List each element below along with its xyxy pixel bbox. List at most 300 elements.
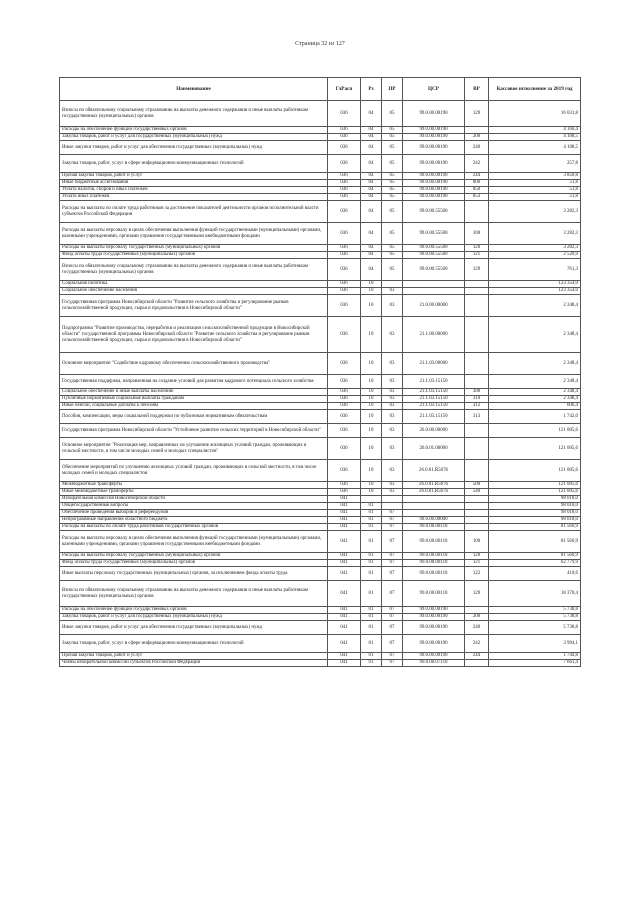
row-grbs: 041 [328,503,361,510]
row-grbs: 036 [328,201,361,223]
row-amount: 98 018,0 [489,496,581,503]
row-grbs: 041 [328,531,361,553]
row-grbs: 036 [328,194,361,201]
row-vr: 121 [465,560,489,567]
table-row [60,201,581,223]
row-rz: 04 [361,101,382,127]
row-rz: 01 [361,517,382,524]
row-grbs: 036 [328,141,361,155]
row-pr: 05 [382,141,403,155]
row-rz: 04 [361,180,382,187]
row-amount: 2 348,4 [489,317,581,353]
row-amount: 98 018,0 [489,510,581,517]
row-csr: 21.1.03.15150 [403,396,465,403]
row-pr: 05 [382,252,403,259]
row-amount: 3 994,1 [489,635,581,653]
table-row [60,489,581,496]
row-amount: 7 661,4 [489,660,581,667]
table-row [60,438,581,460]
row-csr [403,503,465,510]
table-row [60,524,581,531]
row-rz: 01 [361,553,382,560]
row-pr: 03 [382,353,403,375]
table-row [60,245,581,252]
row-rz: 01 [361,614,382,621]
row-name: Социальное обеспечение и иные выплаты населению [60,389,328,396]
row-grbs: 036 [328,403,361,410]
row-csr: 21.0.00.00000 [403,295,465,317]
row-grbs: 036 [328,317,361,353]
row-rz: 10 [361,353,382,375]
row-amount: 121 005,6 [489,460,581,482]
row-pr: 07 [382,517,403,524]
row-pr: 03 [382,438,403,460]
row-grbs: 041 [328,614,361,621]
row-name: Публичные нормативные социальные выплаты гражданам [60,396,328,403]
row-name: Расходы на обеспечение функций государственных органов [60,607,328,614]
row-grbs: 036 [328,460,361,482]
row-vr: 121 [465,252,489,259]
row-name: Взносы по обязательному социальному страхованию на выплаты денежного содержания и иные выплаты работникам государственных (муниципальных) органов [60,259,328,281]
row-csr: 99.0.00.00190 [403,180,465,187]
row-name: Расходы на выплаты по оплате труда работников государственных органов [60,524,328,531]
row-vr [465,201,489,223]
row-csr [403,281,465,288]
row-pr [382,503,403,510]
row-csr: 99.0.00.00190 [403,173,465,180]
row-vr [465,510,489,517]
table-row [60,127,581,134]
row-grbs: 036 [328,489,361,496]
row-grbs: 041 [328,510,361,517]
table-row [60,173,581,180]
row-vr [465,503,489,510]
row-rz: 10 [361,375,382,389]
row-csr: 21.1.00.00000 [403,317,465,353]
row-name: Социальная политика [60,281,328,288]
row-grbs: 036 [328,375,361,389]
row-grbs: 036 [328,410,361,424]
row-grbs: 036 [328,438,361,460]
row-csr: 26.0.01.R5676 [403,489,465,496]
row-rz: 01 [361,560,382,567]
row-rz: 04 [361,223,382,245]
row-pr: 03 [382,375,403,389]
table-row [60,621,581,635]
row-csr: 21.1.03.15150 [403,375,465,389]
row-rz: 01 [361,635,382,653]
row-rz: 01 [361,581,382,607]
row-name: Межбюджетные трансферты [60,482,328,489]
row-rz: 04 [361,141,382,155]
table-row [60,281,581,288]
row-pr: 05 [382,245,403,252]
row-csr: 99.0.00.55500 [403,252,465,259]
row-grbs: 036 [328,245,361,252]
row-csr: 99.0.00.00190 [403,194,465,201]
row-amount: 18 370,4 [489,581,581,607]
row-rz: 10 [361,410,382,424]
row-rz: 01 [361,510,382,517]
row-rz: 04 [361,187,382,194]
row-vr: 120 [465,245,489,252]
col-header-grbs: ГлРасп [328,78,361,101]
row-name: Закупка товаров, работ и услуг для государственных (муниципальных) нужд [60,134,328,141]
row-pr: 03 [382,295,403,317]
row-amount: 51,8 [489,187,581,194]
page-number-label: Страница 32 из 127 [295,41,345,47]
table-row [60,581,581,607]
row-grbs: 036 [328,288,361,295]
row-csr: 26.0.01.R5676 [403,482,465,489]
row-rz: 10 [361,438,382,460]
table-row [60,607,581,614]
table-row [60,396,581,403]
row-grbs: 041 [328,607,361,614]
row-pr: 03 [382,410,403,424]
table-row [60,317,581,353]
row-name: Фонд оплаты труда государственных (муниципальных) органов [60,252,328,259]
row-grbs: 041 [328,567,361,581]
row-rz: 04 [361,173,382,180]
row-csr: 21.1.03.15150 [403,410,465,424]
row-name: Основное мероприятие "Реализация мер, направленных на улучшение жилищных условий граждан, проживающих в сельской местности, в том числе молодых семей и молодых специалистов" [60,438,328,460]
budget-execution-table [59,77,581,667]
row-vr: 540 [465,489,489,496]
row-csr: 99.0.00.00110 [403,560,465,567]
col-header-vr: ВР [465,78,489,101]
table-row [60,134,581,141]
row-csr: 26.0.01.R5676 [403,460,465,482]
row-vr: 313 [465,410,489,424]
row-grbs: 036 [328,187,361,194]
row-rz: 10 [361,460,382,482]
row-csr: 99.0.00.00000 [403,517,465,524]
table-row [60,101,581,127]
table-row [60,496,581,503]
row-pr: 07 [382,524,403,531]
row-grbs: 036 [328,281,361,288]
row-rz: 10 [361,482,382,489]
table-row [60,660,581,667]
row-amount: 51,8 [489,194,581,201]
row-rz: 04 [361,127,382,134]
row-amount: 4 160,4 [489,127,581,134]
row-pr: 05 [382,259,403,281]
row-vr [465,288,489,295]
row-vr: 129 [465,259,489,281]
row-name: Расходы на выплаты персоналу государственных (муниципальных) органов [60,245,328,252]
row-pr: 05 [382,127,403,134]
row-csr: 99.0.00.00110 [403,581,465,607]
row-rz: 01 [361,607,382,614]
row-vr [465,496,489,503]
row-amount: 2 520,9 [489,252,581,259]
row-rz: 04 [361,194,382,201]
table-row [60,560,581,567]
row-grbs: 036 [328,353,361,375]
row-grbs: 036 [328,259,361,281]
row-amount: 98 018,0 [489,517,581,524]
row-vr [465,317,489,353]
row-csr: 99.0.00.00190 [403,621,465,635]
row-csr: 99.0.00.00190 [403,653,465,660]
row-grbs: 036 [328,252,361,259]
row-vr [465,517,489,524]
table-row [60,155,581,173]
row-name: Подпрограмма "Развитие производства, переработки и реализации сельскохозяйственной продукции в Новосибирской области" государственной программы Новосибирской области "Развитие сельского хозяйства и регулирование рынков сельскохозяйственной продукции, сырья и продовольствия в Новосибирской области" [60,317,328,353]
table-row [60,614,581,621]
row-csr [403,510,465,517]
row-vr: 200 [465,134,489,141]
row-name: Иные пенсии, социальные доплаты к пенсиям [60,403,328,410]
row-grbs: 041 [328,621,361,635]
row-vr [465,460,489,482]
row-amount: 3 282,3 [489,223,581,245]
row-grbs: 041 [328,660,361,667]
row-vr: 122 [465,567,489,581]
row-name: Основное мероприятие "Содействие кадровому обеспечению сельскохозяйственного производства" [60,353,328,375]
row-vr: 853 [465,194,489,201]
row-vr [465,127,489,134]
row-vr [465,281,489,288]
row-csr: 99.0.00.00190 [403,614,465,621]
table-row [60,635,581,653]
row-grbs: 041 [328,653,361,660]
row-csr: 99.0.00.07110 [403,660,465,667]
row-name: Иные закупки товаров, работ и услуг для обеспечения государственных (муниципальных) нужд [60,621,328,635]
row-vr: 300 [465,389,489,396]
col-header-rz: Рз [361,78,382,101]
row-rz: 04 [361,245,382,252]
row-amount: 2 348,4 [489,396,581,403]
row-name: Государственная программа Новосибирской области "Развитие сельского хозяйства и регулирование рынков сельскохозяйственной продукции, сырья и продовольствия в Новосибирской области" [60,295,328,317]
row-csr: 99.0.00.00110 [403,567,465,581]
row-rz: 10 [361,424,382,438]
table-row [60,482,581,489]
row-vr: 242 [465,635,489,653]
row-csr: 99.0.00.00190 [403,141,465,155]
row-vr: 100 [465,223,489,245]
row-amount: 121 005,6 [489,424,581,438]
row-vr [465,353,489,375]
row-rz: 10 [361,489,382,496]
row-csr: 99.0.00.55500 [403,259,465,281]
row-pr: 07 [382,621,403,635]
row-csr: 99.0.00.00190 [403,127,465,134]
table-row [60,295,581,317]
row-grbs: 036 [328,482,361,489]
row-grbs: 036 [328,155,361,173]
row-vr: 310 [465,396,489,403]
row-vr: 244 [465,653,489,660]
table-header [60,78,581,101]
row-amount: 3 282,3 [489,245,581,252]
row-name: Закупка товаров, работ, услуг в сфере информационно-коммуникационных технологий [60,155,328,173]
row-amount: 81 560,9 [489,531,581,553]
row-vr [465,607,489,614]
row-csr: 26.0.00.00000 [403,424,465,438]
table-row [60,389,581,396]
table-row [60,180,581,187]
table-row [60,403,581,410]
row-rz: 10 [361,295,382,317]
table-row [60,653,581,660]
row-pr: 07 [382,581,403,607]
row-name: Расходы на выплаты персоналу государственных (муниципальных) органов [60,553,328,560]
row-csr: 99.0.00.00190 [403,134,465,141]
row-pr: 07 [382,635,403,653]
row-pr: 03 [382,460,403,482]
row-amount: 121 005,6 [489,482,581,489]
row-name: Уплата иных платежей [60,194,328,201]
row-rz: 01 [361,653,382,660]
row-vr [465,438,489,460]
row-name: Уплата налогов, сборов и иных платежей [60,187,328,194]
row-name: Члены избирательной комиссии субъектов Российской Федерации [60,660,328,667]
table-row [60,424,581,438]
row-name: Пособия, компенсации, меры социальной поддержки по публичным нормативным обязательствам [60,410,328,424]
row-csr: 26.0.01.00000 [403,438,465,460]
row-amount: 4 108,5 [489,141,581,155]
row-vr: 500 [465,482,489,489]
row-name: Фонд оплаты труда государственных (муниципальных) органов [60,560,328,567]
row-pr: 07 [382,553,403,560]
row-amount: 3 282,3 [489,201,581,223]
table-row [60,460,581,482]
row-vr: 100 [465,531,489,553]
row-pr: 03 [382,396,403,403]
col-header-amount: Кассовое исполнение за 2019 год [489,78,581,101]
row-pr: 03 [382,288,403,295]
row-pr: 05 [382,223,403,245]
row-name: Взносы по обязательному социальному страхованию на выплаты денежного содержания и иные выплаты работникам государственных (муниципальных) органов [60,101,328,127]
row-vr [465,375,489,389]
row-pr: 07 [382,510,403,517]
row-name: Прочая закупка товаров, работ и услуг [60,653,328,660]
row-pr: 07 [382,614,403,621]
row-pr: 03 [382,489,403,496]
table-row [60,503,581,510]
row-csr: 99.0.00.00110 [403,553,465,560]
row-grbs: 041 [328,553,361,560]
row-pr: 07 [382,653,403,660]
row-amount: 761,3 [489,259,581,281]
table-row [60,410,581,424]
row-amount: 81 560,9 [489,524,581,531]
row-pr: 05 [382,155,403,173]
row-csr: 21.1.03.00000 [403,353,465,375]
row-amount: 3 850,8 [489,173,581,180]
row-amount: 257,8 [489,155,581,173]
row-csr: 99.0.00.55500 [403,223,465,245]
row-vr: 312 [465,403,489,410]
row-vr: 120 [465,553,489,560]
row-grbs: 036 [328,295,361,317]
row-amount: 81 560,9 [489,553,581,560]
row-amount: 4 108,5 [489,134,581,141]
row-name: Закупка товаров, работ, услуг в сфере информационно-коммуникационных технологий [60,635,328,653]
table-row [60,510,581,517]
table-body [60,101,581,667]
row-grbs: 041 [328,560,361,567]
row-grbs: 041 [328,581,361,607]
table-row [60,187,581,194]
row-pr: 05 [382,180,403,187]
row-grbs: 041 [328,524,361,531]
row-rz: 04 [361,252,382,259]
row-amount: 2 348,4 [489,375,581,389]
row-amount: 5 738,8 [489,607,581,614]
row-pr: 05 [382,187,403,194]
row-amount: 606,4 [489,403,581,410]
row-pr: 03 [382,424,403,438]
row-vr: 200 [465,614,489,621]
row-grbs: 036 [328,223,361,245]
row-name: Иные бюджетные ассигнования [60,180,328,187]
row-amount: 5 738,8 [489,621,581,635]
row-grbs: 036 [328,389,361,396]
row-name: Социальное обеспечение населения [60,288,328,295]
row-amount: 1 742,0 [489,410,581,424]
row-rz: 01 [361,621,382,635]
row-vr: 240 [465,621,489,635]
row-csr [403,496,465,503]
row-pr: 03 [382,389,403,396]
row-grbs: 041 [328,635,361,653]
row-vr [465,660,489,667]
row-grbs: 036 [328,134,361,141]
row-csr: 21.1.03.15150 [403,389,465,396]
row-name: Расходы на выплаты персоналу в целях обеспечения выполнения функций государственными (муниципальными) органами, казенными учреждениями, органами управления государственными внебюджетными фондами [60,531,328,553]
row-pr [382,496,403,503]
row-grbs: 036 [328,396,361,403]
row-rz: 10 [361,288,382,295]
row-vr [465,295,489,317]
col-header-name: Наименование [60,78,328,101]
row-grbs: 036 [328,127,361,134]
row-pr: 05 [382,101,403,127]
row-rz: 01 [361,531,382,553]
row-pr: 03 [382,317,403,353]
table-row [60,223,581,245]
row-amount: 123 354,0 [489,281,581,288]
header-row [60,78,581,101]
row-pr [382,281,403,288]
table-row [60,531,581,553]
row-rz: 10 [361,281,382,288]
row-grbs: 041 [328,496,361,503]
row-rz: 10 [361,403,382,410]
row-rz: 04 [361,134,382,141]
row-pr: 05 [382,134,403,141]
row-csr: 99.0.00.00190 [403,155,465,173]
row-grbs: 036 [328,173,361,180]
row-pr: 07 [382,567,403,581]
row-amount: 410,6 [489,567,581,581]
table-row [60,194,581,201]
row-grbs: 036 [328,180,361,187]
row-rz: 01 [361,503,382,510]
row-vr: 850 [465,187,489,194]
row-rz: 04 [361,155,382,173]
row-csr: 99.0.00.00110 [403,531,465,553]
row-rz: 01 [361,524,382,531]
col-header-pr: ПР [382,78,403,101]
row-rz: 01 [361,567,382,581]
row-name: Иные закупки товаров, работ и услуг для обеспечения государственных (муниципальных) нужд [60,141,328,155]
row-csr: 99.0.00.00190 [403,635,465,653]
